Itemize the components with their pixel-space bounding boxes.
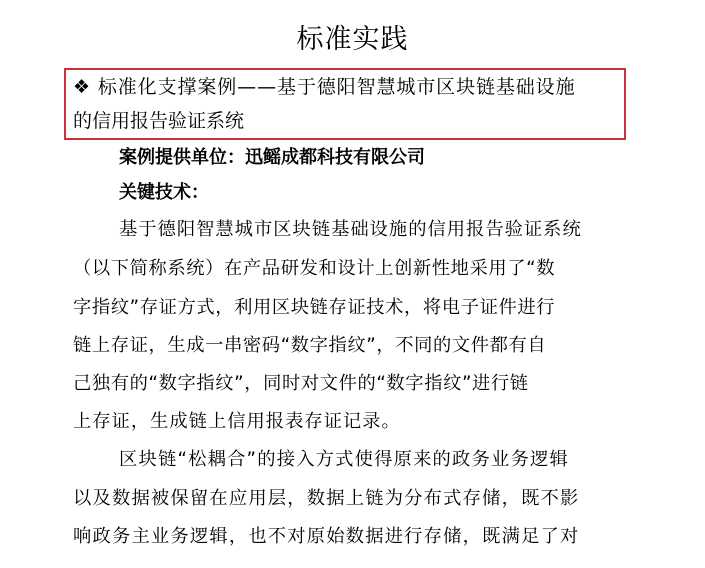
case-title-line-1: ❖ 标准化支撑案例——基于德阳智慧城市区块链基础设施 [73, 76, 576, 98]
case-provider: 案例提供单位：迅鳐成都科技有限公司 [119, 147, 425, 168]
paragraph-1-line: 链上存证，生成一串密码“数字指纹”，不同的文件都有自 [73, 335, 547, 356]
paragraph-1-line: （以下简称系统）在产品研发和设计上创新性地采用了“数 [73, 258, 556, 279]
paragraph-2-line: 以及数据被保留在应用层，数据上链为分布式存储，既不影 [73, 488, 580, 509]
case-title-line-2: 的信用报告验证系统 [73, 110, 245, 132]
paragraph-1-line: 己独有的“数字指纹”，同时对文件的“数字指纹”进行链 [73, 373, 529, 394]
paragraph-1-line: 上存证，生成链上信用报表存证记录。 [73, 411, 401, 432]
key-technology-label: 关键技术： [119, 182, 209, 203]
page-title: 标准实践 [296, 24, 409, 55]
paragraph-1-line: 基于德阳智慧城市区块链基础设施的信用报告验证系统 [119, 219, 582, 240]
paragraph-2-line: 响政务主业务逻辑，也不对原始数据进行存储，既满足了对 [73, 526, 580, 547]
paragraph-2-line: 区块链“松耦合”的接入方式使得原来的政务业务逻辑 [119, 449, 569, 470]
paragraph-1-line: 字指纹”存证方式，利用区块链存证技术，将电子证件进行 [73, 297, 556, 318]
